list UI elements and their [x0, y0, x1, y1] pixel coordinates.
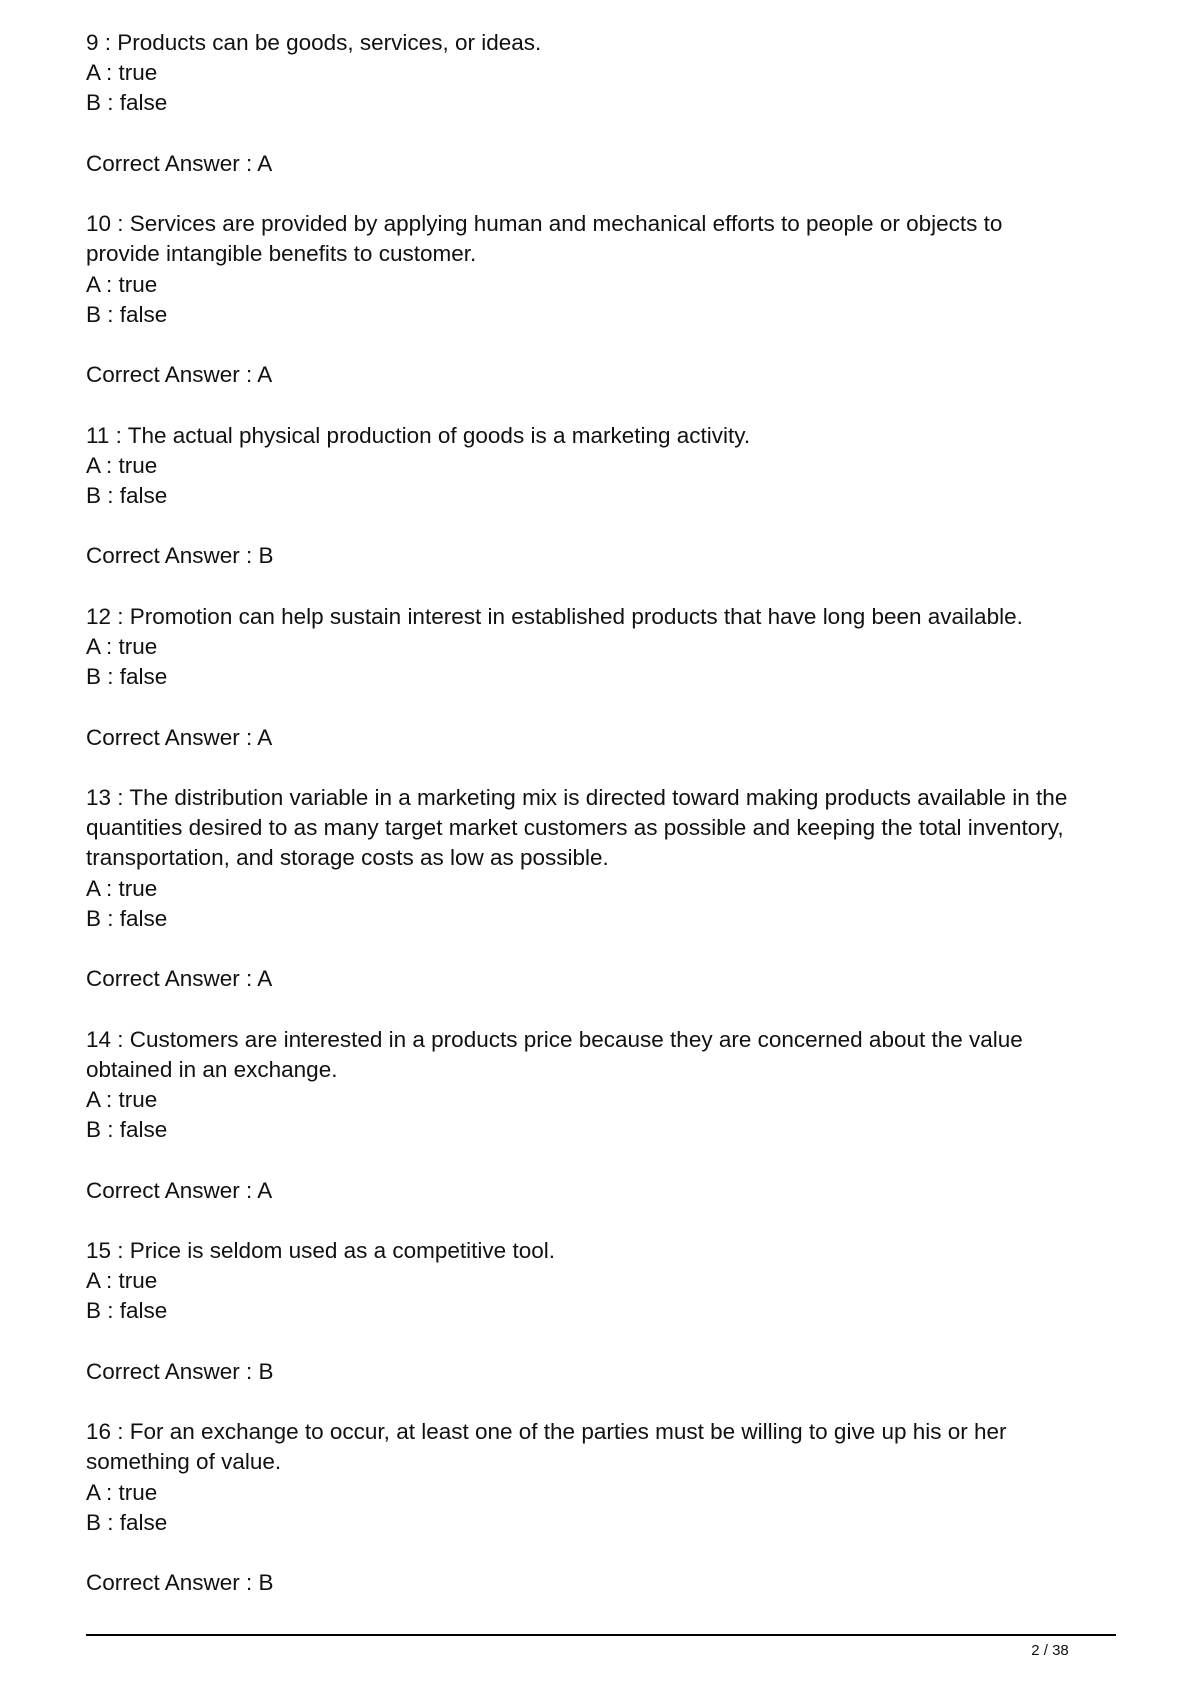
spacer [86, 330, 1116, 360]
spacer [86, 934, 1116, 964]
question-item [86, 28, 1116, 179]
spacer [86, 1327, 1116, 1357]
question-item [86, 209, 1116, 390]
option-b: B : false [86, 301, 168, 327]
option-b: B : false [86, 482, 168, 508]
question-text: 14 : Customers are interested in a products price because they are concerned about the value obtained in an exchange. [86, 1026, 1023, 1082]
option-a: A : true [86, 60, 158, 86]
correct-answer: Correct Answer : A [86, 362, 273, 388]
question-item [86, 1417, 1116, 1598]
question-item [86, 1025, 1116, 1206]
question-text: 9 : Products can be goods, services, or ideas. [86, 30, 542, 55]
question-text: 15 : Price is seldom used as a competitive tool. [86, 1237, 555, 1263]
option-b: B : false [86, 1117, 168, 1143]
option-a: A : true [86, 1479, 158, 1505]
footer-divider [86, 1634, 1116, 1636]
question-item [86, 421, 1116, 572]
spacer [86, 511, 1116, 541]
question-text: 12 : Promotion can help sustain interest in established products that have long been available. [86, 603, 1023, 629]
page-number: 2 / 38 [1031, 1642, 1069, 1659]
spacer [86, 1145, 1116, 1175]
option-a: A : true [86, 271, 158, 297]
document-page [86, 28, 1116, 1629]
option-a: A : true [86, 1086, 158, 1112]
question-text: 10 : Services are provided by applying human and mechanical efforts to people or objects to provide intangible benefits to customer. [86, 211, 1003, 267]
correct-answer: Correct Answer : A [86, 150, 273, 176]
option-b: B : false [86, 1509, 168, 1535]
question-text: 13 : The distribution variable in a marketing mix is directed toward making products available in the quantities desired to as many target market customers as possible and keeping the total inventory, transportation, and storage costs as low as possible. [86, 784, 1068, 871]
correct-answer: Correct Answer : A [86, 724, 273, 750]
option-a: A : true [86, 633, 158, 659]
question-item [86, 602, 1116, 753]
option-b: B : false [86, 1298, 168, 1324]
option-a: A : true [86, 875, 158, 901]
question-item [86, 783, 1116, 994]
option-a: A : true [86, 452, 158, 478]
correct-answer: Correct Answer : B [86, 1570, 274, 1596]
question-item [86, 1236, 1116, 1387]
spacer [86, 1538, 1116, 1568]
correct-answer: Correct Answer : A [86, 1177, 273, 1203]
spacer [86, 692, 1116, 722]
correct-answer: Correct Answer : A [86, 966, 273, 992]
question-text: 16 : For an exchange to occur, at least one of the parties must be willing to give up his or her something of value. [86, 1419, 1007, 1475]
option-b: B : false [86, 905, 168, 931]
question-text: 11 : The actual physical production of goods is a marketing activity. [86, 422, 751, 448]
option-b: B : false [86, 664, 168, 690]
option-a: A : true [86, 1268, 158, 1294]
option-b: B : false [86, 90, 168, 116]
spacer [86, 119, 1116, 149]
correct-answer: Correct Answer : B [86, 1358, 274, 1384]
correct-answer: Correct Answer : B [86, 543, 274, 569]
